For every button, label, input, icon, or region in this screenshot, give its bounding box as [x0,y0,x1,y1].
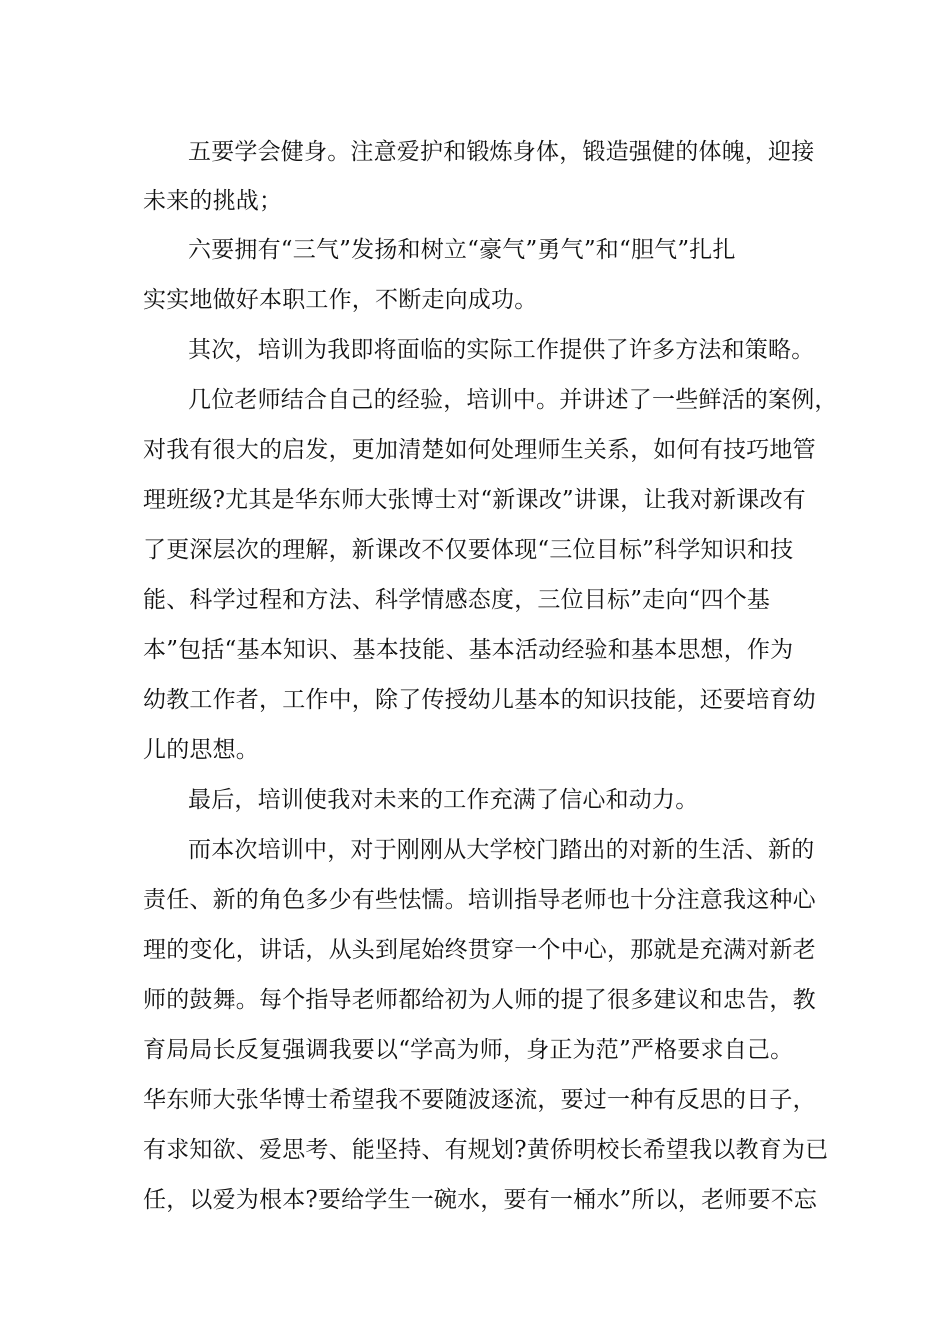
paragraph-line: 最后，培训使我对未来的工作充满了信心和动力。 [188,787,699,813]
paragraph-line: 六要拥有“三气”发扬和树立“豪气”勇气”和“胆气”扎扎 [188,237,736,263]
paragraph-line: 实实地做好本职工作，不断走向成功。 [143,287,538,313]
paragraph-line: 未来的挑战； [143,188,283,214]
paragraph-line: 对我有很大的启发，更加清楚如何处理师生关系，如何有技巧地管 [143,437,816,463]
paragraph-line: 五要学会健身。注意爱护和锻炼身体，锻造强健的体魄，迎接 [188,139,815,165]
paragraph-line: 华东师大张华博士希望我不要随波逐流，要过一种有反思的日子， [143,1087,816,1113]
paragraph-line: 师的鼓舞。每个指导老师都给初为人师的提了很多建议和忠告，教 [143,987,816,1013]
paragraph-line: 了更深层次的理解，新课改不仅要体现“三位目标”科学知识和技 [143,537,794,563]
paragraph-line: 责任、新的角色多少有些怯懦。培训指导老师也十分注意我这种心 [143,887,816,913]
paragraph-line: 任，以爱为根本?要给学生一碗水，要有一桶水”所以，老师要不忘 [143,1187,818,1213]
paragraph-line: 儿的思想。 [143,737,259,763]
paragraph-line: 而本次培训中，对于刚刚从大学校门踏出的对新的生活、新的 [188,837,815,863]
paragraph-line: 几位老师结合自己的经验，培训中。并讲述了一些鲜活的案例， [188,387,838,413]
paragraph-line: 能、科学过程和方法、科学情感态度，三位目标”走向“四个基 [143,587,771,613]
paragraph-line: 幼教工作者，工作中，除了传授幼儿基本的知识技能，还要培育幼 [143,687,816,713]
paragraph-line: 理的变化，讲话，从头到尾始终贯穿一个中心，那就是充满对新老 [143,937,816,963]
paragraph-line: 育局局长反复强调我要以“学高为师，身正为范”严格要求自己。 [143,1037,794,1063]
paragraph-line: 其次，培训为我即将面临的实际工作提供了许多方法和策略。 [188,337,815,363]
paragraph-line: 有求知欲、爱思考、能坚持、有规划?黄侨明校长希望我以教育为已 [143,1137,829,1163]
paragraph-line: 本”包括“基本知识、基本技能、基本活动经验和基本思想，作为 [143,637,794,663]
paragraph-line: 理班级?尤其是华东师大张博士对“新课改”讲课，让我对新课改有 [143,487,806,513]
